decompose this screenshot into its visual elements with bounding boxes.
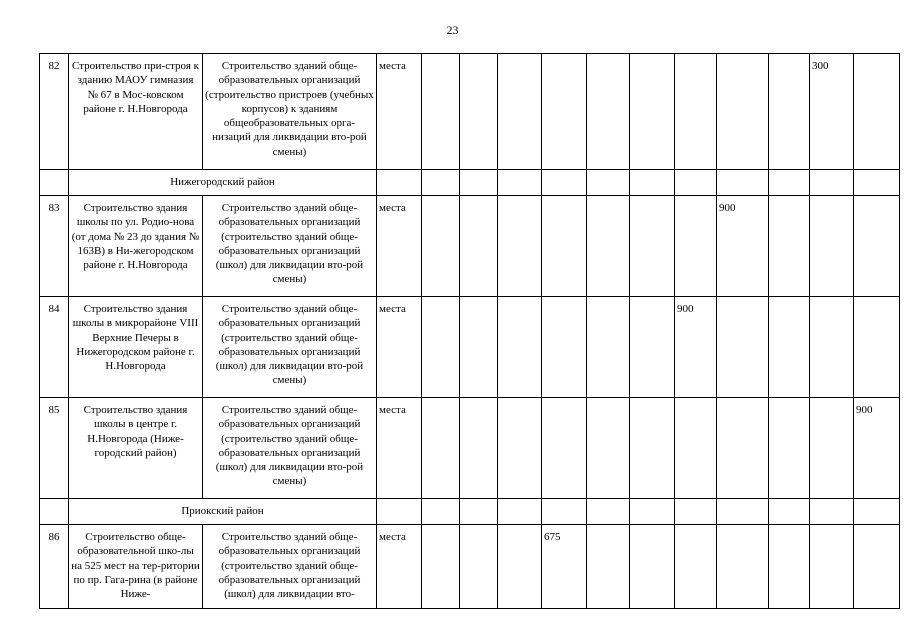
empty-cell (587, 499, 630, 525)
value-cell (854, 54, 900, 170)
empty-cell (717, 499, 769, 525)
object-name: Строительство здания школы в центре г. Н.Новгорода (Ниже-городский район) (69, 398, 203, 499)
unit-of-measure: места (377, 297, 422, 398)
value-cell (542, 297, 587, 398)
value-cell (630, 525, 675, 609)
value-cell (810, 297, 854, 398)
value-cell (675, 54, 717, 170)
table-row (40, 196, 900, 297)
value-cell (587, 525, 630, 609)
value-cell (498, 196, 542, 297)
unit-of-measure: места (377, 196, 422, 297)
empty-cell (810, 170, 854, 196)
district-num-cell (40, 170, 69, 196)
value-cell: 900 (854, 398, 900, 499)
value-cell (717, 525, 769, 609)
value-cell (460, 525, 498, 609)
empty-cell (675, 170, 717, 196)
value-cell (460, 54, 498, 170)
table-row (40, 525, 900, 609)
value-cell (542, 54, 587, 170)
district-num-cell (40, 499, 69, 525)
value-cell (630, 297, 675, 398)
value-cell (769, 398, 810, 499)
value-cell (422, 398, 460, 499)
value-cell (769, 54, 810, 170)
value-cell (717, 54, 769, 170)
table-row (40, 297, 900, 398)
value-cell (422, 297, 460, 398)
empty-cell (377, 499, 422, 525)
empty-cell (769, 170, 810, 196)
value-cell: 675 (542, 525, 587, 609)
empty-cell (717, 170, 769, 196)
value-cell (630, 196, 675, 297)
value-cell (498, 525, 542, 609)
empty-cell (854, 499, 900, 525)
value-cell (810, 525, 854, 609)
empty-cell (630, 170, 675, 196)
value-cell (675, 196, 717, 297)
empty-cell (542, 170, 587, 196)
value-cell (422, 525, 460, 609)
value-cell (460, 196, 498, 297)
object-name: Строительство обще-образовательной шко-лы на 525 мест на тер-ритории по пр. Гага-рина (в районе Ниже- (69, 525, 203, 609)
value-cell: 900 (717, 196, 769, 297)
value-cell: 900 (675, 297, 717, 398)
value-cell (769, 196, 810, 297)
object-description: Строительство зданий обще-образовательных организаций (строительство зданий обще-образовательных организаций (школ) для ликвидации вто-рой смены) (203, 398, 377, 499)
value-cell (587, 297, 630, 398)
value-cell (630, 54, 675, 170)
empty-cell (422, 499, 460, 525)
value-cell (498, 297, 542, 398)
value-cell (460, 398, 498, 499)
value-cell (854, 196, 900, 297)
value-cell (769, 297, 810, 398)
empty-cell (675, 499, 717, 525)
object-description: Строительство зданий обще-образовательных организаций (строительство зданий обще-образовательных организаций (школ) для ликвидации вто-рой смены) (203, 297, 377, 398)
unit-of-measure: места (377, 398, 422, 499)
value-cell (717, 398, 769, 499)
value-cell (675, 398, 717, 499)
value-cell (854, 297, 900, 398)
empty-cell (498, 499, 542, 525)
value-cell (810, 398, 854, 499)
empty-cell (377, 170, 422, 196)
empty-cell (498, 170, 542, 196)
row-number: 84 (40, 297, 69, 398)
value-cell (854, 525, 900, 609)
value-cell (422, 196, 460, 297)
district-label: Нижегородский район (69, 170, 377, 196)
value-cell: 300 (810, 54, 854, 170)
value-cell (769, 525, 810, 609)
empty-cell (460, 170, 498, 196)
value-cell (422, 54, 460, 170)
object-description: Строительство зданий обще-образовательных организаций (строительство зданий обще-образовательных организаций (школ) для ликвидации вто- (203, 525, 377, 609)
value-cell (460, 297, 498, 398)
empty-cell (769, 499, 810, 525)
table-row (40, 54, 900, 170)
value-cell (542, 398, 587, 499)
table-row (40, 398, 900, 499)
object-name: Строительство при-строя к зданию МАОУ гимназия № 67 в Мос-ковском районе г. Н.Новгорода (69, 54, 203, 170)
value-cell (498, 398, 542, 499)
empty-cell (630, 499, 675, 525)
unit-of-measure: места (377, 54, 422, 170)
empty-cell (460, 499, 498, 525)
value-cell (587, 398, 630, 499)
object-description: Строительство зданий обще-образовательных организаций (строительство пристроев (учебных корпусов) к зданиям общеобразовательных орга-низаций для ликвидации вто-рой смены) (203, 54, 377, 170)
row-number: 82 (40, 54, 69, 170)
value-cell (810, 196, 854, 297)
district-label: Приокский район (69, 499, 377, 525)
program-table (39, 53, 900, 609)
district-row (40, 170, 900, 196)
value-cell (587, 54, 630, 170)
value-cell (587, 196, 630, 297)
row-number: 83 (40, 196, 69, 297)
object-description: Строительство зданий обще-образовательных организаций (строительство зданий обще-образовательных организаций (школ) для ликвидации вто-рой смены) (203, 196, 377, 297)
value-cell (675, 525, 717, 609)
value-cell (498, 54, 542, 170)
object-name: Строительство здания школы по ул. Родио-нова (от дома № 23 до здания № 163В) в Ни-жегородском районе г. Н.Новгорода (69, 196, 203, 297)
empty-cell (542, 499, 587, 525)
empty-cell (810, 499, 854, 525)
table-body (40, 54, 900, 609)
empty-cell (587, 170, 630, 196)
district-row (40, 499, 900, 525)
row-number: 85 (40, 398, 69, 499)
value-cell (717, 297, 769, 398)
page-number: 23 (446, 23, 459, 37)
value-cell (630, 398, 675, 499)
empty-cell (854, 170, 900, 196)
row-number: 86 (40, 525, 69, 609)
empty-cell (422, 170, 460, 196)
unit-of-measure: места (377, 525, 422, 609)
object-name: Строительство здания школы в микрорайоне VIII Верхние Печеры в Нижегородском районе г. Н.Новгорода (69, 297, 203, 398)
value-cell (542, 196, 587, 297)
